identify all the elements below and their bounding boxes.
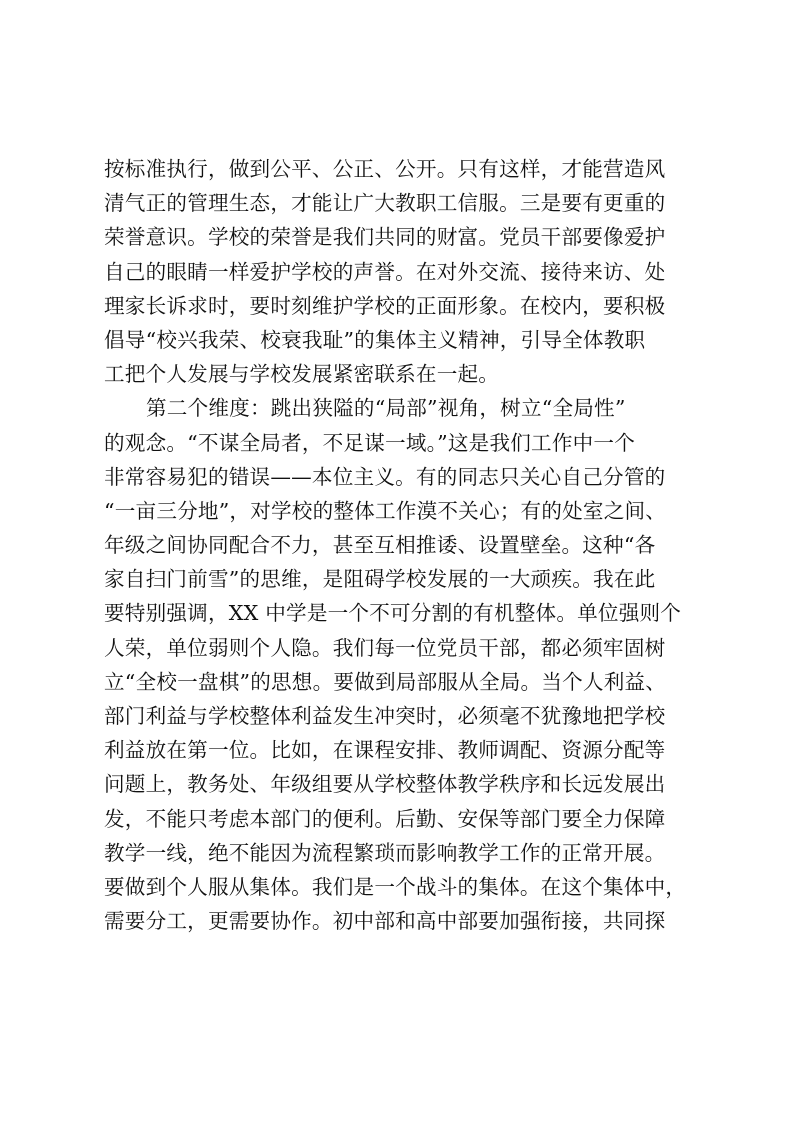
text-line: 的观念。“不谋全局者，不足谋一域。”这是我们工作中一个 [104, 430, 635, 455]
text-line: 倡导“校兴我荣、校衰我耻”的集体主义精神，引导全体教职 [104, 327, 646, 352]
text-line: 非常容易犯的错误——本位主义。有的同志只关心自己分管的 [104, 464, 666, 489]
text-line: 按标准执行，做到公平、公正、公开。只有这样，才能营造风 [104, 157, 666, 181]
text-line: “一亩三分地”，对学校的整体工作漠不关心；有的处室之间、 [104, 498, 667, 523]
text-line: 荣誉意识。学校的荣誉是我们共同的财富。党员干部要像爱护 [104, 225, 666, 250]
text-line: 教学一线，绝不能因为流程繁琐而影响教学工作的正常开展。 [104, 840, 666, 865]
text-line: 要特别强调，XX 中学是一个不可分割的有机整体。单位强则个 [104, 601, 682, 626]
text-line-paragraph-start: 第二个维度：跳出狭隘的“局部”视角，树立“全局性” [146, 396, 626, 421]
text-line: 需要分工，更需要协作。初中部和高中部要加强衔接，共同探 [104, 909, 666, 934]
text-line: 问题上，教务处、年级组要从学校整体教学秩序和长远发展出 [104, 772, 666, 797]
text-line: 自己的眼睛一样爱护学校的声誉。在对外交流、接待来访、处 [104, 259, 666, 284]
text-line: 要做到个人服从集体。我们是一个战斗的集体。在这个集体中， [104, 874, 687, 899]
text-line: 理家长诉求时，要时刻维护学校的正面形象。在校内，要积极 [104, 293, 666, 318]
text-line: 部门利益与学校整体利益发生冲突时，必须毫不犹豫地把学校 [104, 704, 666, 728]
text-line: 家自扫门前雪”的思维，是阻碍学校发展的一大顽疾。我在此 [104, 567, 656, 592]
text-line: 立“全校一盘棋”的思想。要做到局部服从全局。当个人利益、 [104, 669, 667, 694]
text-line: 利益放在第一位。比如，在课程安排、教师调配、资源分配等 [104, 738, 666, 763]
text-line: 发，不能只考虑本部门的便利。后勤、安保等部门要全力保障 [104, 806, 666, 831]
body-text [104, 152, 689, 938]
text-line: 工把个人发展与学校发展紧密联系在一起。 [104, 362, 500, 387]
text-line: 年级之间协同配合不力，甚至互相推诿、设置壁垒。这种“各 [104, 533, 656, 558]
text-line: 清气正的管理生态，才能让广大教职工信服。三是要有更重的 [104, 191, 666, 216]
text-line: 人荣，单位弱则个人隐。我们每一位党员干部，都必须牢固树 [104, 635, 666, 660]
